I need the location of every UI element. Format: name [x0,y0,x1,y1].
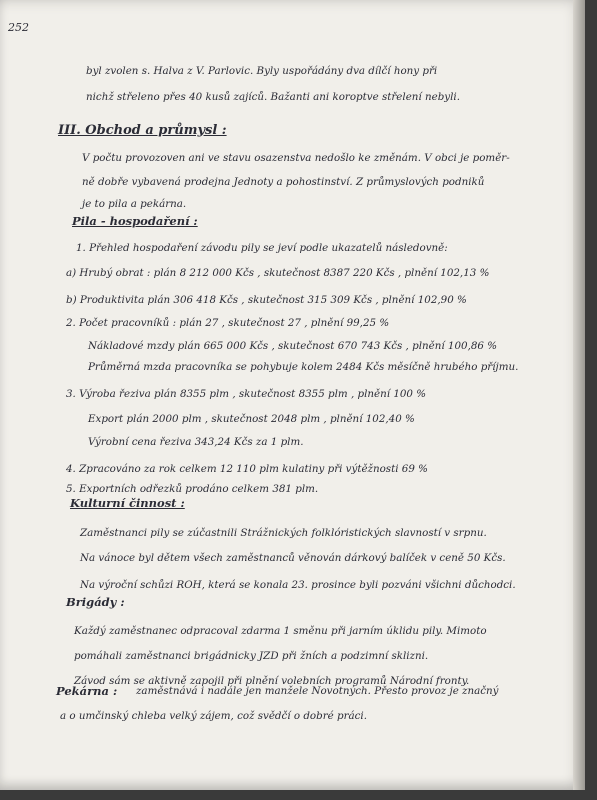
section-intro-line-2: ně dobře vybavená prodejna Jednoty a pohostinství. Z průmyslových podniků [82,176,485,188]
pila-line-9: Výrobní cena řeziva 343,24 Kčs za 1 plm. [88,436,304,448]
intro-line-1: byl zvolen s. Halva z V. Parlovic. Byly uspořádány dva dílčí hony při [86,65,438,77]
pila-line-4: 2. Počet pracovníků : plán 27 , skutečnost 27 , plnění 99,25 % [66,317,390,329]
pila-line-1: 1. Přehled hospodaření závodu pily se jeví podle ukazatelů následovně: [76,242,448,254]
kulturni-line-1: Zaměstnanci pily se zúčastnili Strážnických folklóristických slavností v srpnu. [80,527,487,539]
pila-heading: Pila - hospodaření : [72,214,198,228]
kulturni-heading: Kulturní činnost : [70,496,185,510]
kulturni-line-2: Na vánoce byl dětem všech zaměstnanců věnován dárkový balíček v ceně 50 Kčs. [80,552,506,564]
pekarna-line-2: a o umčinský chleba velký zájem, což svědčí o dobré práci. [60,710,367,722]
pila-line-11: 5. Exportních odřezků prodáno celkem 381 plm. [66,483,319,495]
brigady-heading: Brigády : [66,595,125,609]
page-number: 252 [8,21,29,34]
brigady-line-2: pomáhali zaměstnanci brigádnicky JZD při žních a podzimní sklizni. [74,650,429,662]
brigady-line-1: Každý zaměstnanec odpracoval zdarma 1 směnu při jarním úklidu pily. Mimoto [74,625,487,637]
pila-line-2: a) Hrubý obrat : plán 8 212 000 Kčs , skutečnost 8387 220 Kčs , plnění 102,13 % [66,267,490,279]
section-intro-line-3: je to pila a pekárna. [82,198,187,210]
page-edge-shadow [573,0,585,790]
pila-line-5: Nákladové mzdy plán 665 000 Kčs , skutečnost 670 743 Kčs , plnění 100,86 % [88,340,497,352]
intro-line-2: nichž střeleno přes 40 kusů zajíců. Bažanti ani koroptve střelení nebyli. [86,91,460,103]
pila-line-7: 3. Výroba řeziva plán 8355 plm , skutečnost 8355 plm , plnění 100 % [66,388,427,400]
brigady-line-3: Závod sám se aktivně zapojil při plnění volebních programů Národní fronty. [74,675,470,687]
pila-line-3: b) Produktivita plán 306 418 Kčs , skutečnost 315 309 Kčs , plnění 102,90 % [66,294,467,306]
pekarna-line-1: zaměstnává i nadále jen manžele Novotných. Přesto provoz je značný [136,685,499,697]
pekarna-heading: Pekárna : [56,684,118,698]
pila-line-6: Průměrná mzda pracovníka se pohybuje kolem 2484 Kčs měsíčně hrubého příjmu. [88,361,519,373]
pila-line-10: 4. Zpracováno za rok celkem 12 110 plm kulatiny při výtěžnosti 69 % [66,463,428,475]
section-heading: III. Obchod a průmysl : [58,123,227,138]
kulturni-line-3: Na výroční schůzi ROH, která se konala 23. prosince byli pozváni všichni důchodci. [80,579,516,591]
section-intro-line-1: V počtu provozoven ani ve stavu osazenstva nedošlo ke změnám. V obci je poměr- [82,152,510,164]
pila-line-8: Export plán 2000 plm , skutečnost 2048 plm , plnění 102,40 % [88,413,415,425]
